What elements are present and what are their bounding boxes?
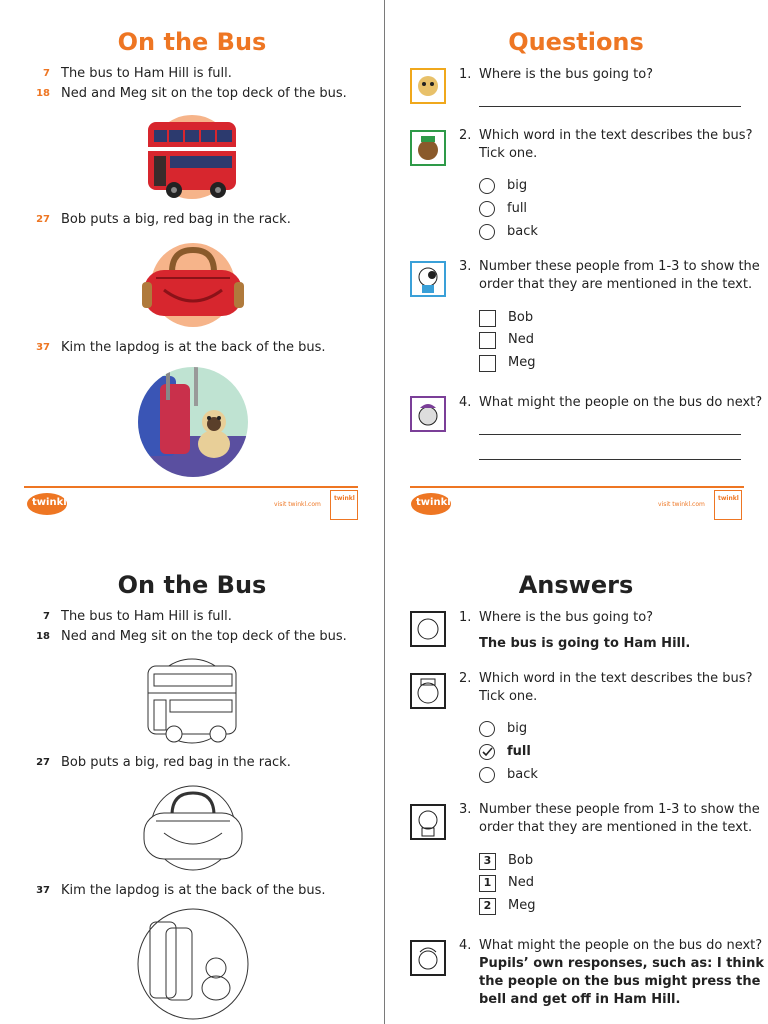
option-label: Bob xyxy=(508,310,534,325)
order-box[interactable] xyxy=(479,310,496,327)
badge-text: twinkl xyxy=(718,495,739,502)
footer-line xyxy=(24,486,358,488)
story-text: Ned and Meg sit on the top deck of the bus. xyxy=(61,629,347,644)
story-line xyxy=(0,629,384,649)
word-count: 27 xyxy=(36,757,50,768)
visit-link[interactable]: visit twinkl.com xyxy=(658,501,705,508)
question-number: 1. xyxy=(459,67,472,82)
question-text: Tick one. xyxy=(479,689,538,704)
story-title: On the Bus xyxy=(117,571,267,599)
question-text: What might the people on the bus do next? xyxy=(479,395,763,410)
question-text: Number these people from 1-3 to show the xyxy=(479,259,760,274)
word-count: 37 xyxy=(36,342,50,353)
word-count: 7 xyxy=(43,611,50,622)
option-label: full xyxy=(507,744,531,759)
word-count: 37 xyxy=(36,885,50,896)
order-box[interactable]: 2 xyxy=(479,898,496,915)
bus-outline-illustration xyxy=(140,658,244,744)
story-line xyxy=(0,340,384,360)
option-radio[interactable] xyxy=(479,721,495,737)
question-text: Where is the bus going to? xyxy=(479,67,654,82)
lapdog-illustration xyxy=(136,366,250,478)
story-line xyxy=(0,609,384,629)
question-text: Number these people from 1-3 to show the xyxy=(479,802,760,817)
sequencing-dog-icon xyxy=(410,261,446,297)
question-text: Tick one. xyxy=(479,146,538,161)
lapdog-outline-illustration xyxy=(136,908,250,1020)
retrieval-dog-icon xyxy=(410,611,446,647)
logo-text: twinkl xyxy=(32,497,67,508)
answer-line[interactable] xyxy=(479,106,741,107)
option-label: Bob xyxy=(508,853,534,868)
question-text: order that they are mentioned in the text. xyxy=(479,277,753,292)
question-number: 4. xyxy=(459,938,472,953)
twinkl-badge xyxy=(330,490,358,520)
logo-text: twinkl xyxy=(416,497,451,508)
badge-text: twinkl xyxy=(334,495,355,502)
question-number: 4. xyxy=(459,395,472,410)
option-label: Ned xyxy=(508,875,534,890)
option-label: full xyxy=(507,201,528,216)
question-number: 3. xyxy=(459,802,472,817)
story-line xyxy=(0,212,384,232)
answer-line[interactable] xyxy=(479,434,741,435)
question-number: 2. xyxy=(459,671,472,686)
story-line xyxy=(0,755,384,775)
question-text: order that they are mentioned in the text. xyxy=(479,820,753,835)
answer-text: bell and get off in Ham Hill. xyxy=(479,992,681,1007)
option-radio[interactable] xyxy=(479,201,495,217)
option-label: big xyxy=(507,721,528,736)
question-number: 3. xyxy=(459,259,472,274)
sequencing-dog-icon xyxy=(410,804,446,840)
question-number: 1. xyxy=(459,610,472,625)
story-title: On the Bus xyxy=(117,28,267,56)
page-divider xyxy=(384,0,385,1024)
option-label: Meg xyxy=(508,355,536,370)
option-radio-ticked[interactable] xyxy=(479,744,495,760)
story-line xyxy=(0,86,384,106)
order-box[interactable]: 1 xyxy=(479,875,496,892)
prediction-dog-icon xyxy=(410,940,446,976)
option-label: back xyxy=(507,224,538,239)
story-text: Ned and Meg sit on the top deck of the bus. xyxy=(61,86,347,101)
story-text: The bus to Ham Hill is full. xyxy=(61,66,232,81)
visit-link[interactable]: visit twinkl.com xyxy=(274,501,321,508)
tick-icon xyxy=(481,746,493,758)
answer-line[interactable] xyxy=(479,459,741,460)
word-count: 7 xyxy=(43,68,50,79)
twinkl-badge xyxy=(714,490,742,520)
order-box[interactable]: 3 xyxy=(479,853,496,870)
answers-title: Answers xyxy=(518,571,634,599)
story-text: Bob puts a big, red bag in the rack. xyxy=(61,212,291,227)
option-radio[interactable] xyxy=(479,178,495,194)
word-count: 27 xyxy=(36,214,50,225)
footer-line xyxy=(410,486,744,488)
vocabulary-dog-icon xyxy=(410,673,446,709)
question-number: 2. xyxy=(459,128,472,143)
vocabulary-dog-icon xyxy=(410,130,446,166)
question-text: What might the people on the bus do next? xyxy=(479,938,763,953)
bus-illustration xyxy=(140,114,244,200)
story-text: The bus to Ham Hill is full. xyxy=(61,609,232,624)
twinkl-logo xyxy=(26,492,68,516)
option-label: back xyxy=(507,767,538,782)
answer-text: the people on the bus might press the xyxy=(479,974,761,989)
option-radio[interactable] xyxy=(479,224,495,240)
story-text: Kim the lapdog is at the back of the bus. xyxy=(61,883,326,898)
questions-title: Questions xyxy=(508,28,644,56)
option-label: Meg xyxy=(508,898,536,913)
word-count: 18 xyxy=(36,88,50,99)
question-text: Which word in the text describes the bus? xyxy=(479,128,753,143)
option-label: Ned xyxy=(508,332,534,347)
word-count: 18 xyxy=(36,631,50,642)
answer-text: Pupils’ own responses, such as: I think xyxy=(479,956,765,971)
story-text: Bob puts a big, red bag in the rack. xyxy=(61,755,291,770)
bag-illustration xyxy=(134,242,252,328)
order-box[interactable] xyxy=(479,355,496,372)
answer-text: The bus is going to Ham Hill. xyxy=(479,636,691,651)
order-box[interactable] xyxy=(479,332,496,349)
story-text: Kim the lapdog is at the back of the bus. xyxy=(61,340,326,355)
story-line xyxy=(0,66,384,86)
twinkl-logo xyxy=(410,492,452,516)
prediction-dog-icon xyxy=(410,396,446,432)
retrieval-dog-icon xyxy=(410,68,446,104)
option-label: big xyxy=(507,178,528,193)
bag-outline-illustration xyxy=(134,785,252,871)
question-text: Where is the bus going to? xyxy=(479,610,654,625)
story-line xyxy=(0,883,384,903)
question-text: Which word in the text describes the bus? xyxy=(479,671,753,686)
option-radio[interactable] xyxy=(479,767,495,783)
